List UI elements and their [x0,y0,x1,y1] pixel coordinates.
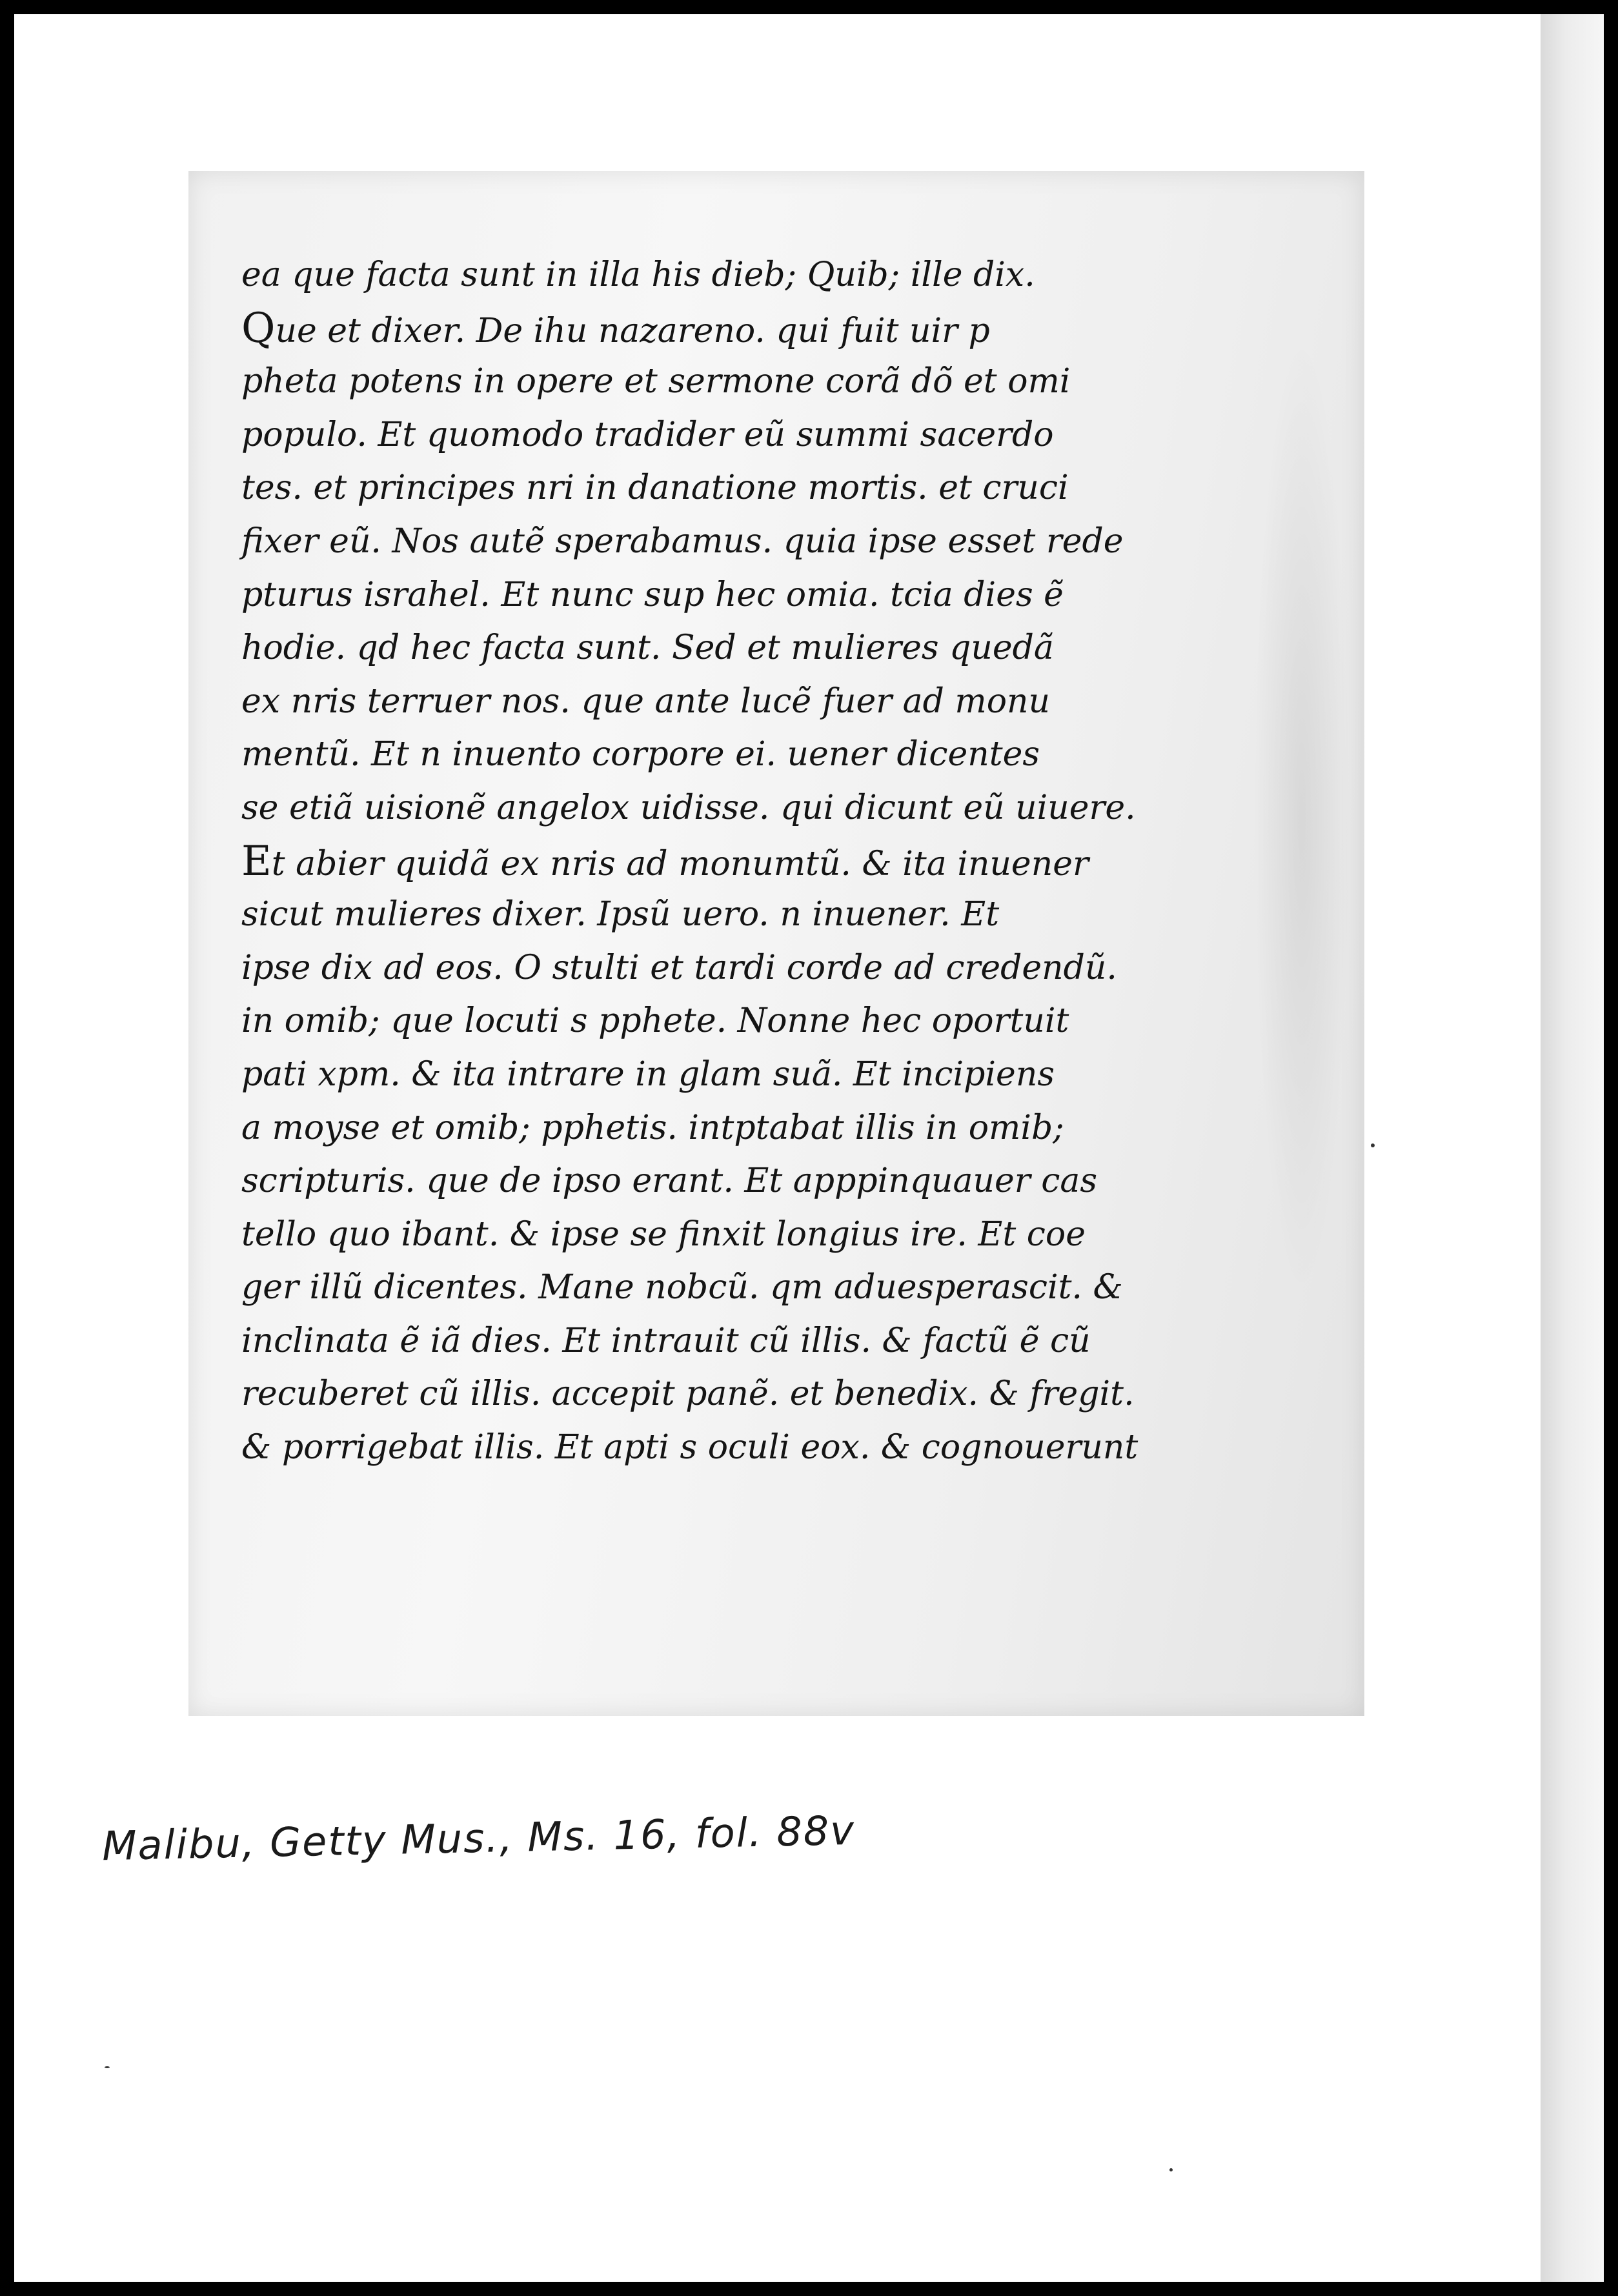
manuscript-line: fixer eũ. Nos autẽ sperabamus. quia ipse esset rede [241,521,1124,561]
manuscript-line: ger illũ dicentes. Mane nobcũ. qm aduesperascit. & [241,1268,1123,1307]
manuscript-line: pati xpm. & ita intrare in glam suã. Et incipiens [241,1054,1055,1094]
manuscript-line: tello quo ibant. & ipse se finxit longius ire. Et coe [241,1214,1086,1254]
initial-letter: E [241,837,272,885]
manuscript-line: sicut mulieres dixer. Ipsũ uero. n inuener. Et [241,895,1000,934]
dust-speck [1371,1143,1375,1147]
page-edge-shadow [1541,14,1604,2282]
manuscript-line: pheta potens in opere et sermone corã dõ et omi [241,362,1071,401]
dust-speck [105,2066,110,2068]
manuscript-line: scripturis. que de ipso erant. Et apppinquauer cas [241,1162,1097,1201]
manuscript-line: ea que facta sunt in illa his dieb; Quib; ille dix. [241,256,1035,294]
manuscript-line: ipse dix ad eos. O stulti et tardi corde ad credendũ. [241,948,1117,987]
initial-letter: Q [241,304,276,352]
manuscript-line: tes. et principes nri in danatione mortis. et cruci [241,468,1069,508]
manuscript-photograph [188,171,1364,1716]
manuscript-line: inclinata ẽ iã dies. Et intrauit cũ illis. & factũ ẽ cũ [241,1321,1091,1360]
manuscript-line: hodie. qd hec facta sunt. Sed et mulieres quedã [241,629,1054,668]
handwritten-caption: Malibu, Getty Mus., Ms. 16, fol. 88v [101,1806,856,1870]
manuscript-line: se etiã uisionẽ angelox uidisse. qui dicunt eũ uiuere. [241,788,1136,827]
manuscript-line: mentũ. Et n inuento corpore ei. uener dicentes [241,735,1040,774]
manuscript-line: Que et dixer. De ihu nazareno. qui fuit uir p [281,302,1327,356]
manuscript-line: Et abier quidã ex nris ad monumtũ. & ita inuener [281,835,1327,889]
manuscript-line: in omib; que locuti s pphete. Nonne hec oportuit [241,1002,1069,1041]
manuscript-line: populo. Et quomodo tradider eũ summi sacerdo [241,415,1054,454]
document-page [14,14,1604,2282]
dust-speck [1169,2168,1173,2171]
manuscript-line: ex nris terruer nos. que ante lucẽ fuer ad monu [241,681,1051,721]
manuscript-text [241,248,1327,1475]
manuscript-line: a moyse et omib; pphetis. intptabat illis in omib; [241,1108,1064,1147]
manuscript-line: recuberet cũ illis. accepit panẽ. et benedix. & fregit. [241,1375,1135,1414]
manuscript-line: pturus israhel. Et nunc sup hec omia. tcia dies ẽ [241,575,1064,614]
manuscript-line: & porrigebat illis. Et apti s oculi eox. & cognouerunt [241,1428,1138,1467]
